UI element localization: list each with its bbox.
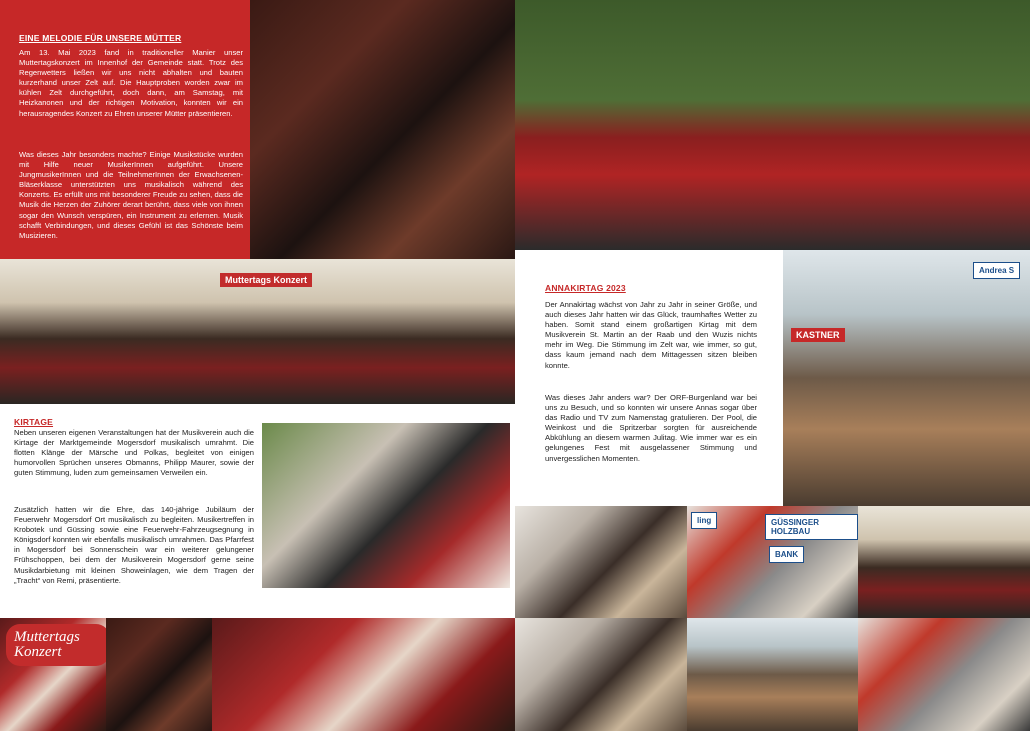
photo-dance-floor — [858, 506, 1030, 618]
photo-annakirtag-crowd — [783, 250, 1030, 506]
kirtage-heading: KIRTAGE — [14, 417, 54, 427]
ling-banner: ling — [691, 512, 717, 529]
andrea-banner: Andrea S — [973, 262, 1020, 279]
photo-audience — [687, 618, 858, 731]
photo-group-selfie — [858, 618, 1030, 731]
annakirtag-heading: ANNAKIRTAG 2023 — [545, 283, 626, 293]
photo-tent-concert — [0, 259, 515, 404]
photo-young-musicians — [106, 618, 212, 731]
annakirtag-paragraph-2: Was dieses Jahr anders war? Der ORF-Burgenland war bei uns zu Besuch, und so konnten wir unsere Annas sogar über das Radio und TV zum Namenstag gratulieren. Der Pool, die Weinkost und die Spritzerbar sorgten für ausreichende Abkühlung an diesem warmen Julitag. Wie immer war es ein gelungenes Fest mit ausgelassener Stimmung und unvergesslichen Momenten. — [545, 393, 757, 463]
muttertag-sign-bubble: Muttertags Konzert — [6, 624, 106, 666]
photo-muttertag-sign — [0, 618, 106, 731]
annakirtag-paragraph-1: Der Annakirtag wächst von Jahr zu Jahr in seiner Größe, und auch dieses Jahr hatten wir das Glück, traumhaftes Wetter zu haben. Somit stand einem großartigen Kirtag mit dem Musikverein St. Martin an der Raab und den Wuzis nichts mehr im Weg. Die Stimmung im Zelt war, wie immer, so gut, dass kaum jemand nach dem Mittagessen sitzen bleiben konnte. — [545, 300, 757, 370]
tent-banner: Muttertags Konzert — [220, 273, 312, 287]
guessing-banner: GÜSSINGER HOLZBAU — [765, 514, 858, 540]
photo-orf-interview — [515, 506, 687, 618]
muttertag-heading: EINE MELODIE FÜR UNSERE MÜTTER — [19, 33, 182, 43]
kastner-banner: KASTNER — [791, 328, 845, 342]
muttertag-paragraph-1: Am 13. Mai 2023 fand in traditioneller Manier unser Muttertagskonzert im Innenhof der Gemeinde statt. Trotz des Regenwetters ließen wir uns nicht abhalten und bauten kurzerhand unser Zelt auf. Die Hauptproben worden zwar im kühlen Zelt durchgeführt, doch dann, am Samstag, mit Heizkanonen und der richtigen Motivation, konnten wir ein herausragendes Konzert zu Ehren unserer Mütter präsentieren. — [19, 48, 243, 118]
photo-stage-sponsors — [687, 506, 858, 618]
bank-banner: BANK — [769, 546, 804, 563]
photo-orf-reporter — [515, 618, 687, 731]
photo-children-flowers — [212, 618, 515, 731]
photo-wedding-group — [515, 0, 1030, 250]
muttertag-paragraph-2: Was dieses Jahr besonders machte? Einige Musikstücke wurden mit Hilfe neuer MusikerInnen aufgeführt. Unsere JungmusikerInnen und die TeilnehmerInnen der Erwachsenen-Bläserklasse unterstützten uns musikalisch während des Konzerts. Es erfüllt uns mit besonderer Freude zu sehen, dass die Musik die Herzen der Zuhörer derart berührt, dass viele von ihnen sogar den Wunsch verspüren, ein Instrument zu erlernen. Musik schafft Verbindungen, und dieses Gefühl ist das Schönste beim Musizieren. — [19, 150, 243, 240]
photo-clarinet-players — [262, 423, 510, 588]
kirtage-paragraph-1: Neben unseren eigenen Veranstaltungen hat der Musikverein auch die Kirtage der Marktgemeinde Mogersdorf musikalisch umrahmt. Die flotten Klänge der Märsche und Polkas, begleitet von einigen humorvollen Sprüchen unseres Obmanns, Philipp Maurer, sowie der guten Stimmung, luden zum gemeinsamen Verweilen ein. — [14, 428, 254, 478]
kirtage-paragraph-2: Zusätzlich hatten wir die Ehre, das 140-jährige Jubiläum der Feuerwehr Mogersdorf Ort musikalisch zu begleiten. Musikertreffen in Krobotek und Güssing sowie eine Feuerwehr-Fahrzeugsegnung in Königsdorf konnten wir ebenfalls musikalisch umrahmen. Das Pfarrfest in Mogersdorf bei Sonnenschein war ein weiterer gelungener Frühschoppen, bei dem der Musikverein Mogersdorf gerne seine Musikdarbietung mit kleinen Showeinlagen, wie dem Tragen der „Tracht“ von Remi, präsentierte. — [14, 505, 254, 585]
photo-muttertag-orchestra — [250, 0, 515, 259]
